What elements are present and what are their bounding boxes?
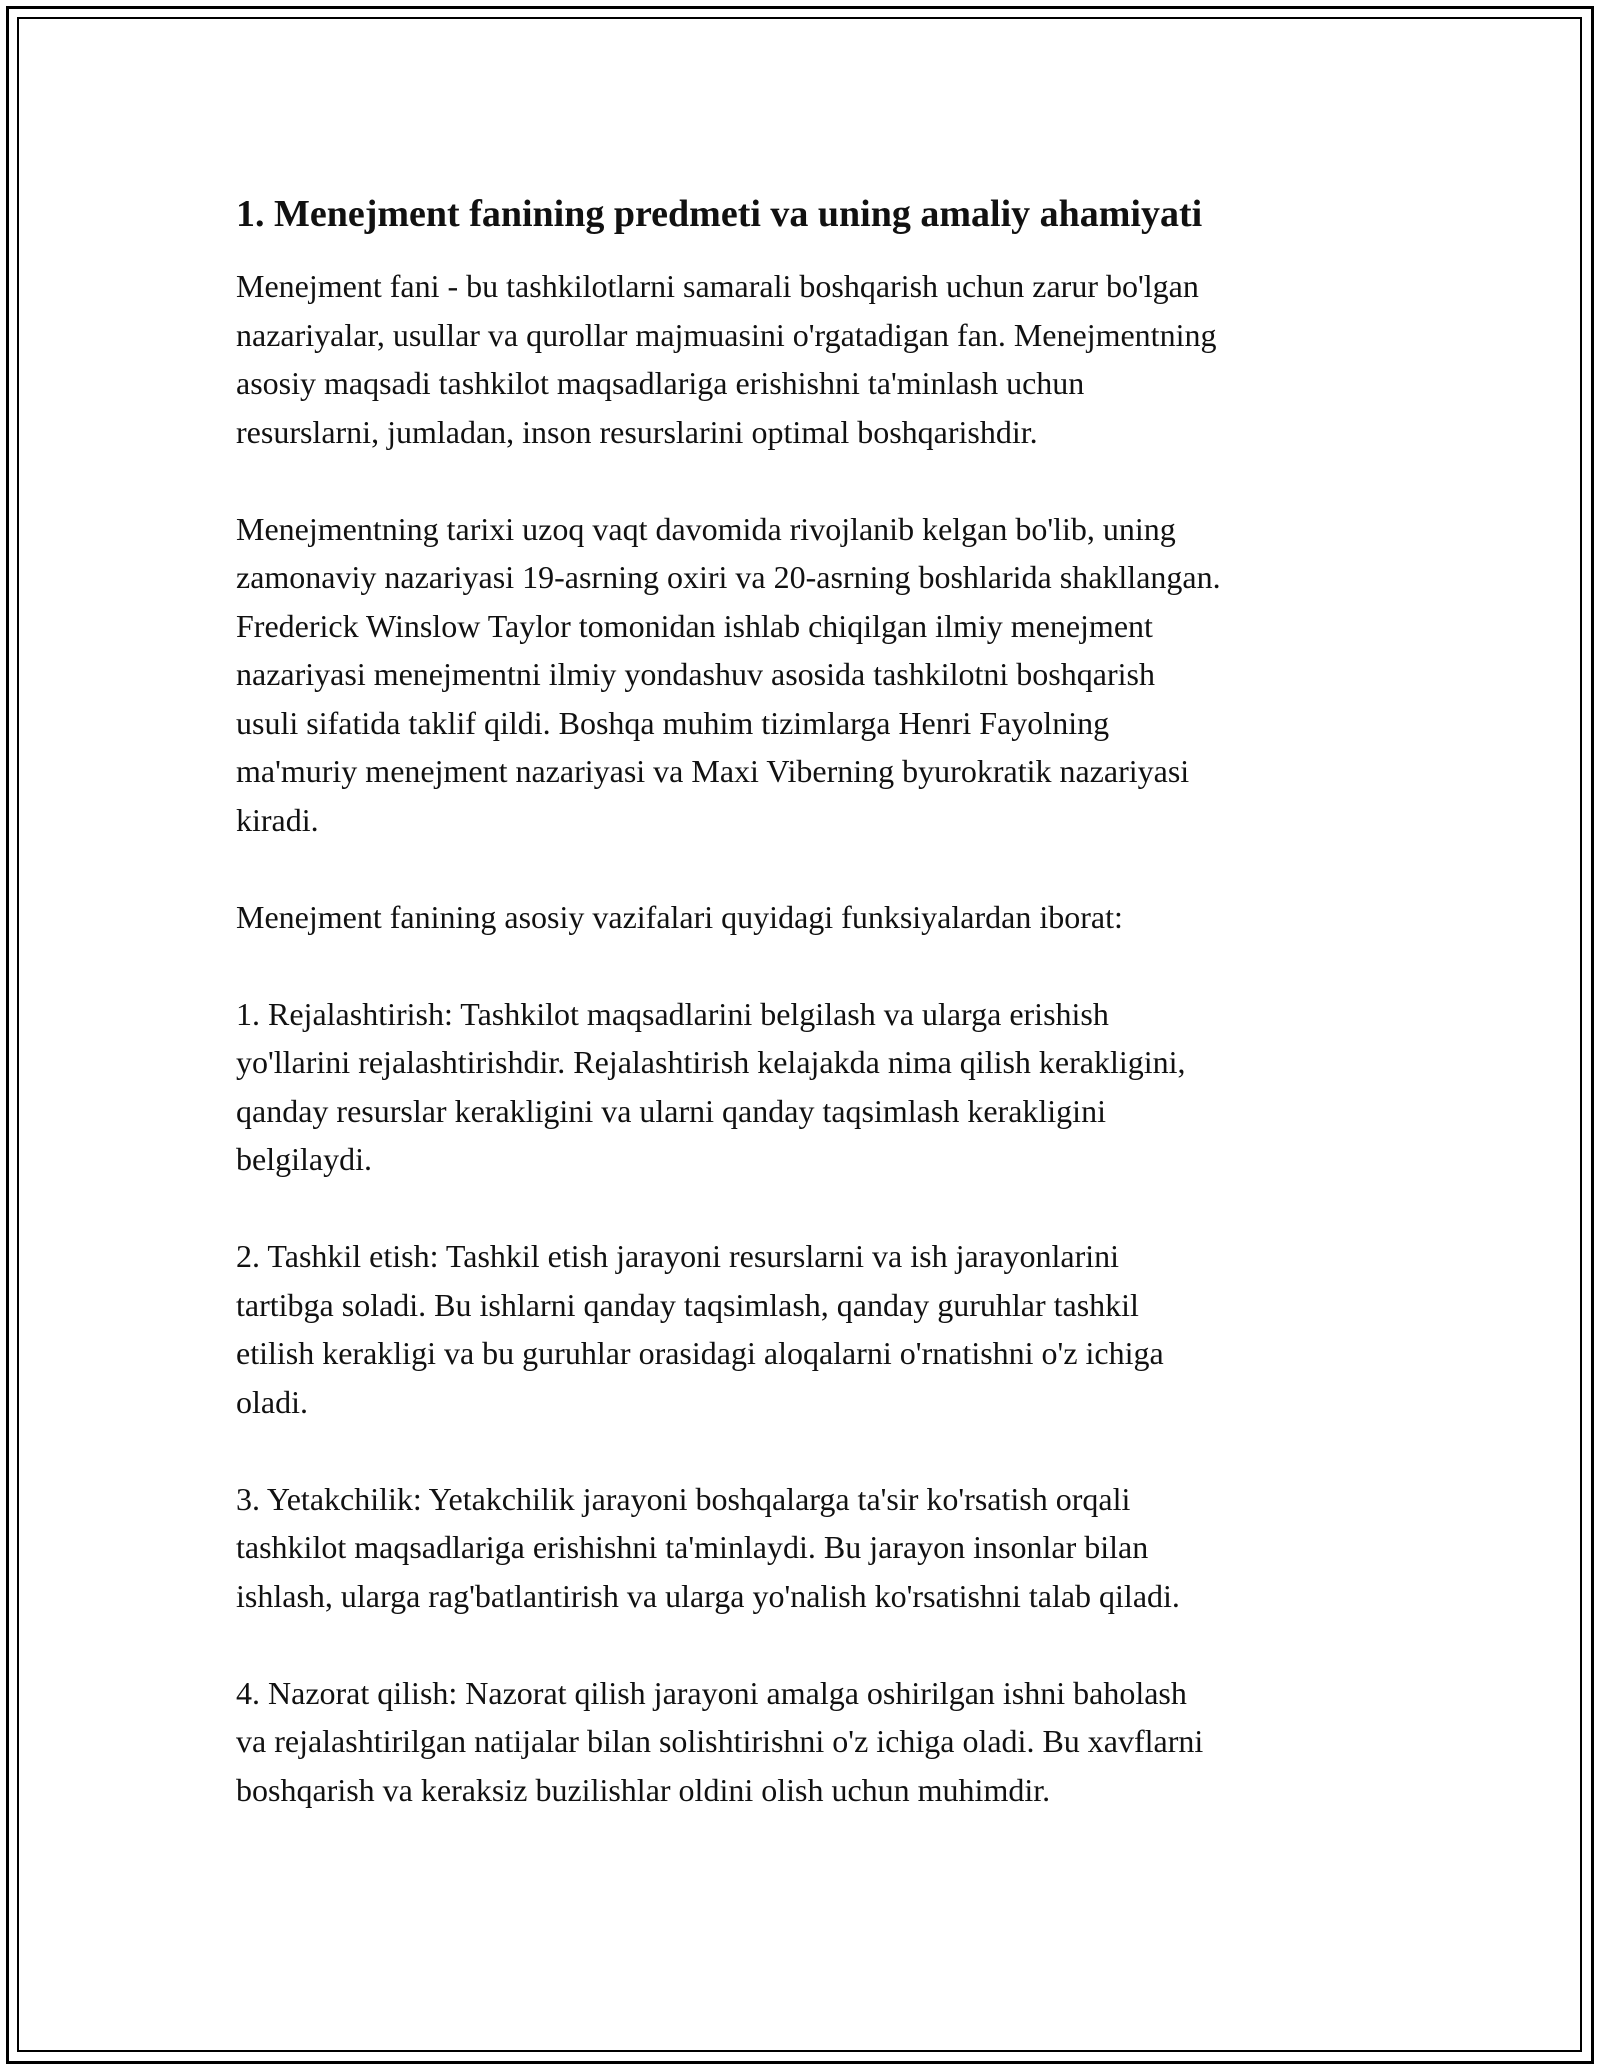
paragraph-line: 2. Tashkil etish: Tashkil etish jarayoni resurslarni va ish jarayonlarini <box>236 1238 1120 1274</box>
paragraph-line: Menejment fani - bu tashkilotlarni samarali boshqarish uchun zarur bo'lgan <box>236 268 1199 304</box>
paragraph-line: oladi. <box>236 1383 308 1420</box>
paragraph-line: 1. Rejalashtirish: Tashkilot maqsadlarini belgilash va ularga erishish <box>236 995 1109 1032</box>
paragraph-line: etilish kerakligi va bu guruhlar orasidagi aloqalarni o'rnatishni o'z ichiga <box>236 1335 1164 1371</box>
paragraph-line: usuli sifatida taklif qildi. Boshqa muhim tizimlarga Henri Fayolning <box>236 704 1110 741</box>
paragraph-history <box>236 505 1376 845</box>
section-heading: 1. Menejment fanining predmeti va uning amaliy ahamiyati <box>236 193 1203 235</box>
paragraph-line: asosiy maqsadi tashkilot maqsadlariga erishishni ta'minlash uchun <box>236 365 1085 401</box>
paragraph-line: Frederick Winslow Taylor tomonidan ishlab chiqilgan ilmiy menejment <box>236 607 1153 644</box>
paragraph-line: boshqarish va keraksiz buzilishlar oldini olish uchun muhimdir. <box>236 1771 1051 1808</box>
paragraph-intro <box>236 262 1376 456</box>
paragraph-controlling <box>236 1669 1376 1815</box>
paragraph-line: zamonaviy nazariyasi 19-asrning oxiri va 20-asrning boshlarida shakllangan. <box>236 559 1221 595</box>
paragraph-line: Menejmentning tarixi uzoq vaqt davomida rivojlanib kelgan bo'lib, uning <box>236 510 1176 547</box>
paragraph-planning <box>236 990 1376 1184</box>
paragraph-line: nazariyalar, usullar va qurollar majmuasini o'rgatadigan fan. Menejmentning <box>236 316 1217 353</box>
paragraph-line: 3. Yetakchilik: Yetakchilik jarayoni boshqalarga ta'sir ko'rsatish orqali <box>236 1480 1131 1517</box>
paragraph-functions-intro <box>236 893 1376 942</box>
paragraph-line: ma'muriy menejment nazariyasi va Maxi Viberning byurokratik nazariyasi <box>236 753 1190 789</box>
paragraph-line: nazariyasi menejmentni ilmiy yondashuv asosida tashkilotni boshqarish <box>236 656 1155 692</box>
paragraph-line: tashkilot maqsadlariga erishishni ta'minlaydi. Bu jarayon insonlar bilan <box>236 1529 1149 1565</box>
paragraph-leading <box>236 1475 1376 1621</box>
document-body <box>236 186 1376 1863</box>
paragraph-line: va rejalashtirilgan natijalar bilan solishtirishni o'z ichiga oladi. Bu xavflarni <box>236 1723 1204 1759</box>
paragraph-line: 4. Nazorat qilish: Nazorat qilish jarayoni amalga oshirilgan ishni baholash <box>236 1674 1187 1711</box>
paragraph-line: tartibga soladi. Bu ishlarni qanday taqsimlash, qanday guruhlar tashkil <box>236 1286 1139 1323</box>
paragraph-line: belgilaydi. <box>236 1141 372 1177</box>
paragraph-line: resurslarni, jumladan, inson resurslarini optimal boshqarishdir. <box>236 413 1038 450</box>
paragraph-line: yo'llarini rejalashtirishdir. Rejalashtirish kelajakda nima qilish kerakligini, <box>236 1044 1186 1080</box>
paragraph-line: kiradi. <box>236 801 319 838</box>
paragraph-organizing <box>236 1232 1376 1426</box>
paragraph-line: Menejment fanining asosiy vazifalari quyidagi funksiyalardan iborat: <box>236 898 1123 935</box>
paragraph-line: ishlash, ularga rag'batlantirish va ularga yo'nalish ko'rsatishni talab qiladi. <box>236 1577 1180 1614</box>
paragraph-line: qanday resurslar kerakligini va ularni qanday taqsimlash kerakligini <box>236 1092 1106 1129</box>
